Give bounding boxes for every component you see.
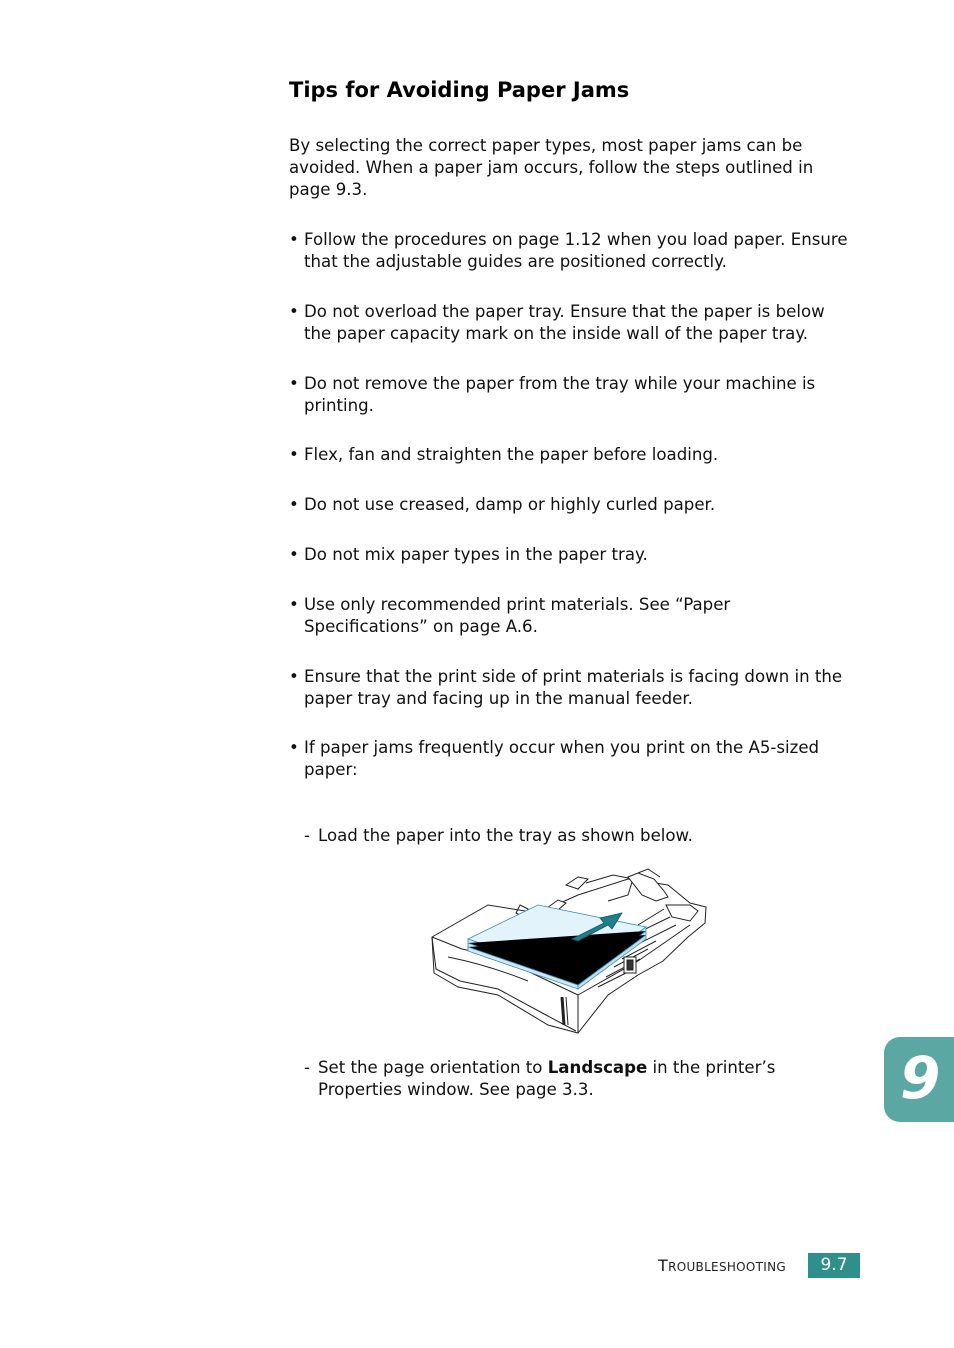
list-item-text: Do not mix paper types in the paper tray. (304, 544, 648, 564)
sub-item-text-after: in the printer’s Properties window. See page 3.3. (318, 1058, 776, 1099)
list-item-text: Do not remove the paper from the tray while your machine is printing. (304, 373, 816, 415)
bullet-marker: • (289, 495, 299, 515)
list-item (289, 737, 829, 781)
list-item-text: Use only recommended print materials. See “Paper Specifications” on page A.6. (304, 594, 731, 636)
intro-paragraph: By selecting the correct paper types, most paper jams can be avoided. When a paper jam occurs, follow the steps outlined in page 9.3. (289, 136, 814, 199)
dash-marker: - (304, 1058, 310, 1077)
list-item-text: Do not use creased, damp or highly curled paper. (304, 495, 716, 515)
bullet-marker: • (289, 738, 299, 758)
list-item (289, 494, 854, 516)
list-item (289, 229, 854, 273)
list-item-text: Follow the procedures on page 1.12 when you load paper. Ensure that the adjustable guides are positioned correctly. (304, 230, 848, 271)
list-item (289, 444, 854, 466)
page-number-badge: 9.7 (808, 1253, 860, 1278)
sub-item-orientation (304, 1057, 854, 1101)
tips-list (289, 229, 854, 809)
chapter-number: 9 (900, 1044, 941, 1112)
chapter-tab (884, 1037, 954, 1122)
dash-marker: - (304, 826, 310, 845)
paper-tray-illustration (428, 865, 713, 1037)
footer-section-title (658, 1256, 786, 1275)
list-item (289, 301, 854, 345)
bullet-marker: • (289, 445, 299, 465)
bullet-marker: • (289, 373, 299, 393)
sub-item-text-before: Set the page orientation to (318, 1058, 548, 1077)
bullet-marker: • (289, 666, 299, 686)
list-item-text: Ensure that the print side of print materials is facing down in the paper tray and facing up in the manual feeder. (304, 666, 843, 708)
list-item (289, 594, 854, 638)
sub-item-text: Load the paper into the tray as shown below. (318, 826, 693, 845)
list-item-text: If paper jams frequently occur when you print on the A5-sized paper: (304, 738, 820, 780)
sub-item-load-paper (304, 825, 854, 847)
footer-section-rest: ROUBLESHOOTING (668, 1260, 787, 1274)
bullet-marker: • (289, 301, 299, 321)
landscape-term: Landscape (547, 1058, 648, 1077)
bullet-marker: • (289, 230, 299, 249)
list-item (289, 373, 854, 417)
list-item (289, 666, 854, 710)
list-item-text: Flex, fan and straighten the paper before loading. (304, 445, 719, 465)
footer-section-cap: T (658, 1256, 669, 1275)
section-heading: Tips for Avoiding Paper Jams (289, 78, 630, 102)
list-item (289, 544, 854, 566)
sub-item-text (304, 1057, 818, 1101)
list-item-text: Do not overload the paper tray. Ensure that the paper is below the paper capacity mark on the inside wall of the paper tray. (304, 301, 825, 343)
bullet-marker: • (289, 594, 299, 614)
bullet-marker: • (289, 544, 299, 564)
